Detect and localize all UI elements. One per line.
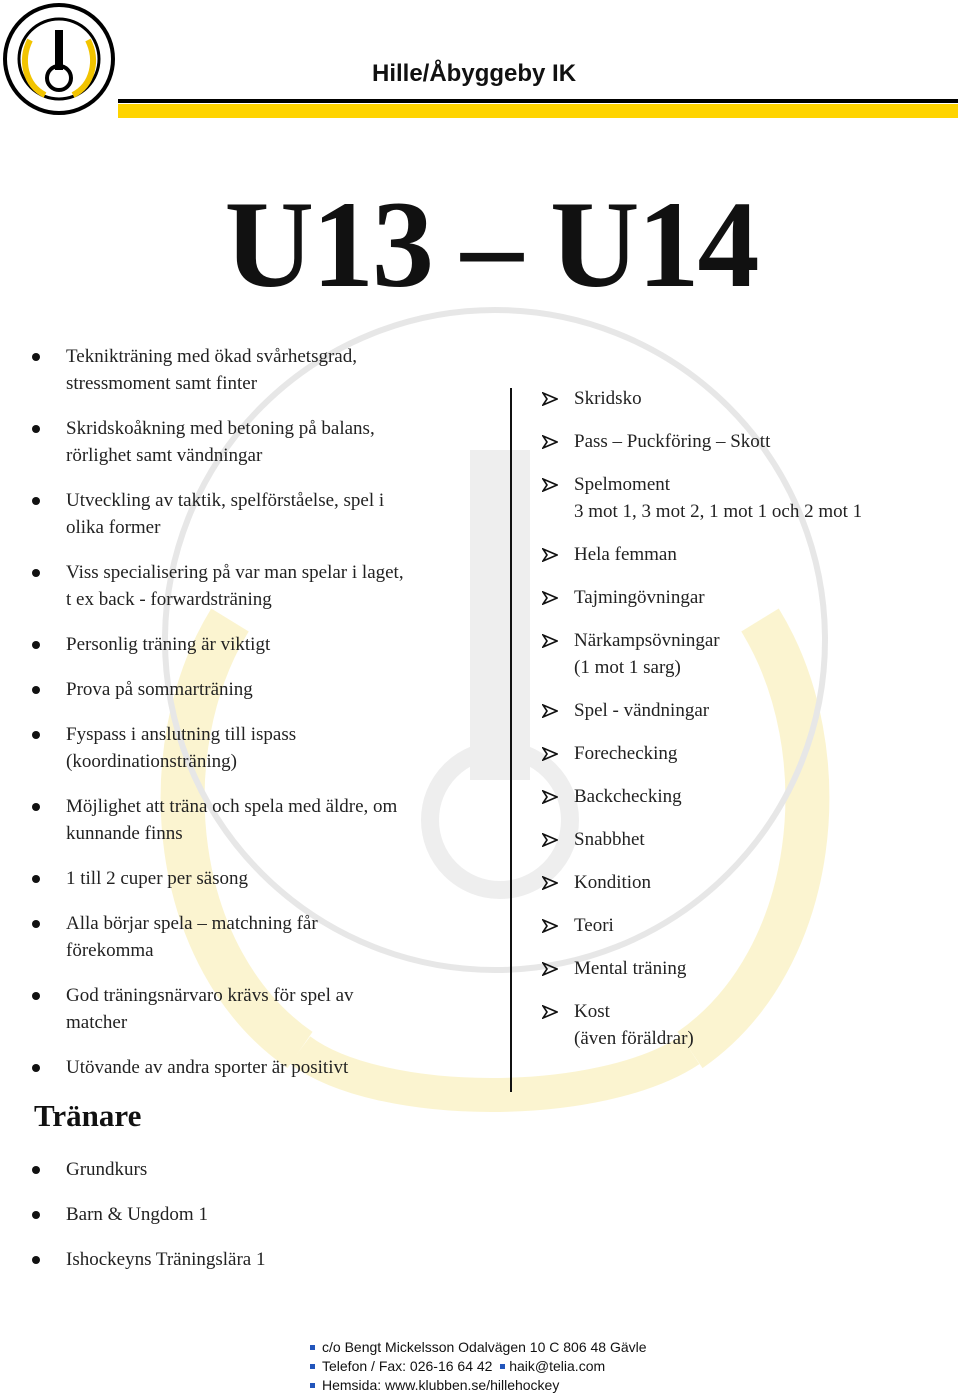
list-item: Fyspass i anslutning till ispass (koordinationsträning) bbox=[30, 721, 470, 775]
arrow-bullet-icon bbox=[542, 634, 558, 648]
arrow-bullet-icon bbox=[542, 833, 558, 847]
list-item: Närkampsövningar (1 mot 1 sarg) bbox=[540, 627, 950, 681]
bullet-icon bbox=[32, 731, 40, 739]
header-rule-yellow bbox=[118, 104, 958, 118]
list-item: Alla börjar spela – matchning får förekomma bbox=[30, 910, 470, 964]
list-item: Backchecking bbox=[540, 783, 950, 810]
bullet-icon bbox=[32, 875, 40, 883]
list-item: Snabbhet bbox=[540, 826, 950, 853]
list-item: 1 till 2 cuper per säsong bbox=[30, 865, 470, 892]
org-name: Hille/Åbyggeby IK bbox=[372, 60, 577, 87]
bullet-icon bbox=[32, 1166, 40, 1174]
list-item: Teknikträning med ökad svårhetsgrad, stressmoment samt finter bbox=[30, 343, 470, 397]
bullet-icon bbox=[32, 569, 40, 577]
column-divider bbox=[510, 388, 512, 1092]
arrow-bullet-icon bbox=[542, 747, 558, 761]
arrow-bullet-icon bbox=[542, 962, 558, 976]
list-item: Forechecking bbox=[540, 740, 950, 767]
bullet-icon bbox=[32, 641, 40, 649]
list-item: Utövande av andra sporter är positivt bbox=[30, 1054, 470, 1081]
list-item: Spelmoment 3 mot 1, 3 mot 2, 1 mot 1 och 2 mot 1 bbox=[540, 471, 950, 525]
list-item: Teori bbox=[540, 912, 950, 939]
bullet-icon bbox=[32, 803, 40, 811]
list-item: Möjlighet att träna och spela med äldre, om kunnande finns bbox=[30, 793, 470, 847]
list-item: Skridskoåkning med betoning på balans, rörlighet samt vändningar bbox=[30, 415, 470, 469]
footer-email[interactable]: haik@telia.com bbox=[509, 1358, 606, 1374]
arrow-bullet-icon bbox=[542, 919, 558, 933]
list-item: Mental träning bbox=[540, 955, 950, 982]
arrow-bullet-icon bbox=[542, 704, 558, 718]
bullet-icon bbox=[32, 1211, 40, 1219]
list-item: Kondition bbox=[540, 869, 950, 896]
list-item: Barn & Ungdom 1 bbox=[30, 1201, 470, 1228]
arrow-bullet-icon bbox=[542, 435, 558, 449]
bullet-icon bbox=[32, 1064, 40, 1072]
square-bullet-icon bbox=[310, 1345, 315, 1350]
footer bbox=[308, 1338, 647, 1395]
website-link[interactable]: Hemsida: www.klubben.se/hillehockey bbox=[322, 1377, 560, 1393]
list-item: Utveckling av taktik, spelförståelse, spel i olika former bbox=[30, 487, 470, 541]
footer-address: c/o Bengt Mickelsson Odalvägen 10 C 806 48 Gävle bbox=[308, 1338, 647, 1357]
bullet-icon bbox=[32, 992, 40, 1000]
arrow-bullet-icon bbox=[542, 392, 558, 406]
page-title: U13 – U14 bbox=[224, 176, 758, 313]
arrow-bullet-icon bbox=[542, 876, 558, 890]
training-focus-list bbox=[30, 343, 470, 1099]
list-item: Skridsko bbox=[540, 385, 950, 412]
list-item: Pass – Puckföring – Skott bbox=[540, 428, 950, 455]
coach-heading: Tränare bbox=[34, 1098, 142, 1133]
list-item: Personlig träning är viktigt bbox=[30, 631, 470, 658]
list-item: Ishockeyns Träningslära 1 bbox=[30, 1246, 470, 1273]
arrow-bullet-icon bbox=[542, 790, 558, 804]
footer-website bbox=[308, 1376, 647, 1395]
bullet-icon bbox=[32, 1256, 40, 1264]
list-item: God träningsnärvaro krävs för spel av matcher bbox=[30, 982, 470, 1036]
bullet-icon bbox=[32, 686, 40, 694]
coach-courses-list bbox=[30, 1156, 470, 1291]
club-logo bbox=[0, 0, 118, 118]
list-item: Grundkurs bbox=[30, 1156, 470, 1183]
bullet-icon bbox=[32, 497, 40, 505]
list-item: Prova på sommarträning bbox=[30, 676, 470, 703]
bullet-icon bbox=[32, 425, 40, 433]
arrow-bullet-icon bbox=[542, 548, 558, 562]
arrow-bullet-icon bbox=[542, 478, 558, 492]
arrow-bullet-icon bbox=[542, 591, 558, 605]
list-item: Hela femman bbox=[540, 541, 950, 568]
list-item: Tajmingövningar bbox=[540, 584, 950, 611]
square-bullet-icon bbox=[310, 1364, 315, 1369]
footer-contact: Telefon / Fax: 026-16 64 42 haik@telia.com bbox=[308, 1357, 647, 1376]
bullet-icon bbox=[32, 353, 40, 361]
list-item: Viss specialisering på var man spelar i laget, t ex back - forwardsträning bbox=[30, 559, 470, 613]
bullet-icon bbox=[32, 920, 40, 928]
list-item: Spel - vändningar bbox=[540, 697, 950, 724]
arrow-bullet-icon bbox=[542, 1005, 558, 1019]
square-bullet-icon bbox=[500, 1364, 505, 1369]
header-rule-black bbox=[118, 99, 958, 103]
training-areas-list bbox=[540, 385, 950, 1068]
square-bullet-icon bbox=[310, 1383, 315, 1388]
list-item: Kost (även föräldrar) bbox=[540, 998, 950, 1052]
